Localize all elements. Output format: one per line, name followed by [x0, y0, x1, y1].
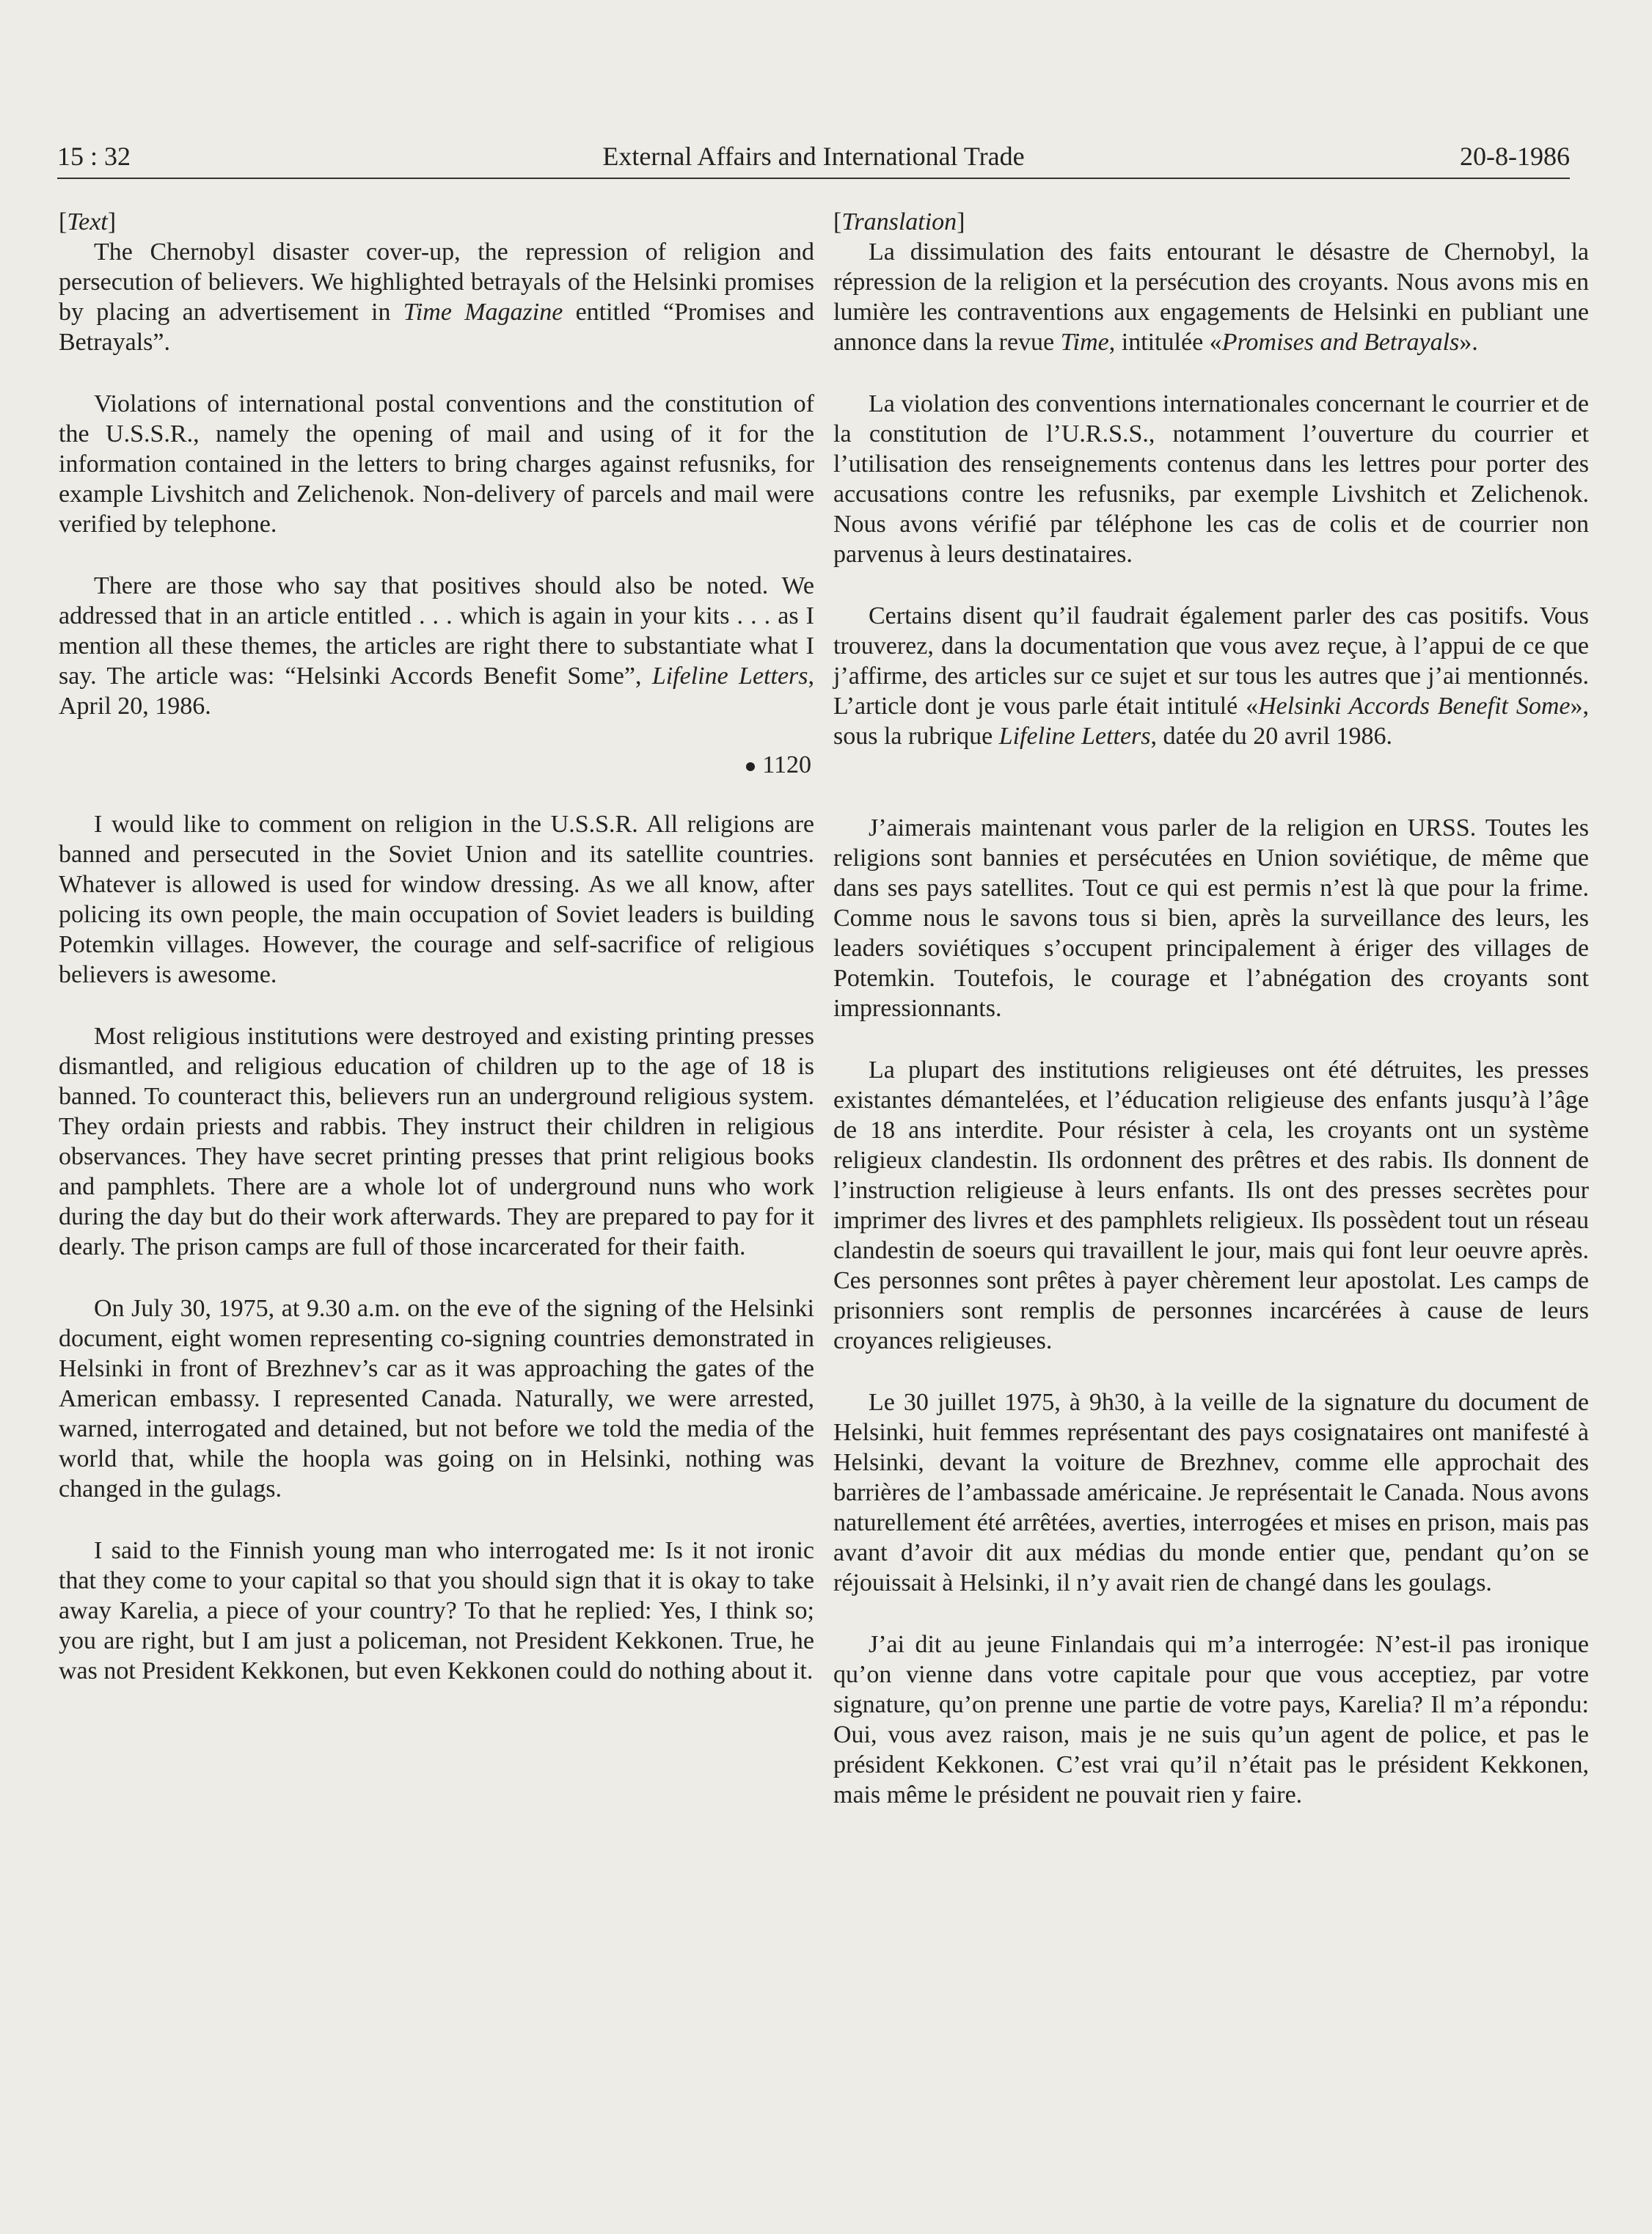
- header-page-number: 15 : 32: [57, 142, 131, 171]
- paragraph: J’aimerais maintenant vous parler de la religion en URSS. Toutes les religions sont bannies et persécutées en Union soviétique, de même que dans ses pays satellites. Tout ce qui est permis n’est là que pour la frime. Comme nous le savons tous si bien, après la surveillance des leurs, les leaders soviétiques s’occupent principalement à ériger des villages de Potemkin. Toutefois, le courage et l’abnégation des croyants sont impressionnants.: [833, 814, 1589, 1022]
- paragraph: There are those who say that positives should also be noted. We addressed that in an article entitled . . . which is again in your kits . . . as I mention all these themes, the articles are right there to substantiate what I say. The article was: “Helsinki Accords Benefit Some”, Lifeline Letters, April 20, 1986.: [59, 572, 814, 720]
- paragraph: The Chernobyl disaster cover-up, the repression of religion and persecution of believers. We highlighted betrayals of the Helsinki promises by placing an advertisement in Time Magazine entitled “Promises and Betrayals”.: [59, 238, 814, 356]
- french-column: [833, 207, 1589, 1841]
- english-column: [59, 207, 814, 1718]
- paragraph: I said to the Finnish young man who interrogated me: Is it not ironic that they come to your capital so that you should sign that it is okay to take away Karelia, a piece of your country? To that he replied: Yes, I think so; you are right, but I am just a policeman, not President Kekkonen. True, he was not President Kekkonen, but even Kekkonen could do nothing about it.: [59, 1537, 814, 1684]
- paragraph: Violations of international postal conventions and the constitution of the U.S.S.R., namely the opening of mail and using of it for the information contained in the letters to bring charges against refusniks, for example Livshitch and Zelichenok. Non-delivery of parcels and mail were verified by telephone.: [59, 390, 814, 538]
- header-title: External Affairs and International Trade: [602, 142, 1025, 171]
- paragraph: On July 30, 1975, at 9.30 a.m. on the eve of the signing of the Helsinki document, eight women representing co-signing countries demonstrated in Helsinki in front of Brezhnev’s car as it was approaching the gates of the American embassy. I represented Canada. Naturally, we were arrested, warned, interrogated and detained, but not before we told the media of the world that, while the hoopla was going on in Helsinki, nothing was changed in the gulags.: [59, 1295, 814, 1503]
- paragraph: J’ai dit au jeune Finlandais qui m’a interrogée: N’est-il pas ironique qu’on vienne dans votre capitale pour que vous acceptiez, par votre signature, qu’on prenne une partie de votre pays, Karelia? Il m’a répondu: Oui, vous avez raison, mais je ne suis qu’un agent de police, et pas le président Kekkonen. C’est vrai qu’il n’était pas le président Kekkonen, mais même le président ne pouvait rien y faire.: [833, 1631, 1589, 1808]
- paragraph: La dissimulation des faits entourant le désastre de Chernobyl, la répression de la religion et la persécution des croyants. Nous avons mis en lumière les contraventions aux engagements de Helsinki en publiant une annonce dans la revue Time, intitulée «Promises and Betrayals».: [833, 238, 1589, 356]
- bullet-icon: [746, 762, 755, 771]
- header-date: 20-8-1986: [1460, 142, 1570, 171]
- paragraph: Most religious institutions were destroyed and existing printing presses dismantled, and religious education of children up to the age of 18 is banned. To counteract this, believers run an underground religious system. They ordain priests and rabbis. They instruct their children in religious observances. They have secret printing presses that print religious books and pamphlets. There are a whole lot of underground nuns who work during the day but do their work afterwards. They are prepared to pay for it dearly. The prison camps are full of those incarcerated for their faith.: [59, 1023, 814, 1260]
- paragraph: La violation des conventions internationales concernant le courrier et de la constitution de l’U.R.S.S., notamment l’ouverture du courrier et l’utilisation des renseignements contenus dans les lettres pour porter des accusations contre les refusniks, par exemple Livshitch et Zelichenok. Nous avons vérifié par téléphone les cas de colis et de courrier non parvenus à leurs destinataires.: [833, 390, 1589, 568]
- paragraph: La plupart des institutions religieuses ont été détruites, les presses existantes démantelées, et l’éducation religieuse des enfants jusqu’à l’âge de 18 ans interdite. Pour résister à cela, les croyants ont un système religieux clandestin. Ils ordonnent des prêtres et des rabis. Ils donnent de l’instruction religieuse à leurs enfants. Ils ont des presses secrètes pour imprimer des livres et des pamphlets religieux. Ils possèdent tout un réseau clandestin de soeurs qui travaillent le jour, mais qui font leur oeuvre après. Ces personnes sont prêtes à payer chèrement leur apostolat. Les camps de prisonniers sont remplis de personnes incarcérées à cause de leurs croyances religieuses.: [833, 1056, 1589, 1354]
- paragraph: Le 30 juillet 1975, à 9h30, à la veille de la signature du document de Helsinki, huit femmes représentant des pays cosignataires ont manifesté à Helsinki, devant la voiture de Brezhnev, comme elle approchait des barrières de l’ambassade américaine. Je représentait le Canada. Nous avons naturellement été arrêtées, averties, interrogées et mises en prison, mais pas avant d’avoir dit aux médias du monde entier que, pendant qu’on se réjouissait à Helsinki, il n’y avait rien de changé dans les goulags.: [833, 1389, 1589, 1596]
- paragraph: Certains disent qu’il faudrait également parler des cas positifs. Vous trouverez, dans la documentation que vous avez reçue, à l’appui de ce que j’affirme, des articles sur ce sujet et sur tous les autres que j’ai mentionnés. L’article dont je vous parle était intitulé «Helsinki Accords Benefit Some», sous la rubrique Lifeline Letters, datée du 20 avril 1986.: [833, 602, 1589, 750]
- time-marker: 1120: [59, 750, 814, 780]
- text-label: [ Text ]: [59, 207, 814, 237]
- paragraph: I would like to comment on religion in the U.S.S.R. All religions are banned and persecuted in the Soviet Union and its satellite countries. Whatever is allowed is used for window dressing. As we all know, after policing its own people, the main occupation of Soviet leaders is building Potemkin villages. However, the courage and self-sacrifice of religious believers is awesome.: [59, 811, 814, 988]
- page-header: [57, 132, 1570, 179]
- translation-label: [ Translation ]: [833, 207, 1589, 237]
